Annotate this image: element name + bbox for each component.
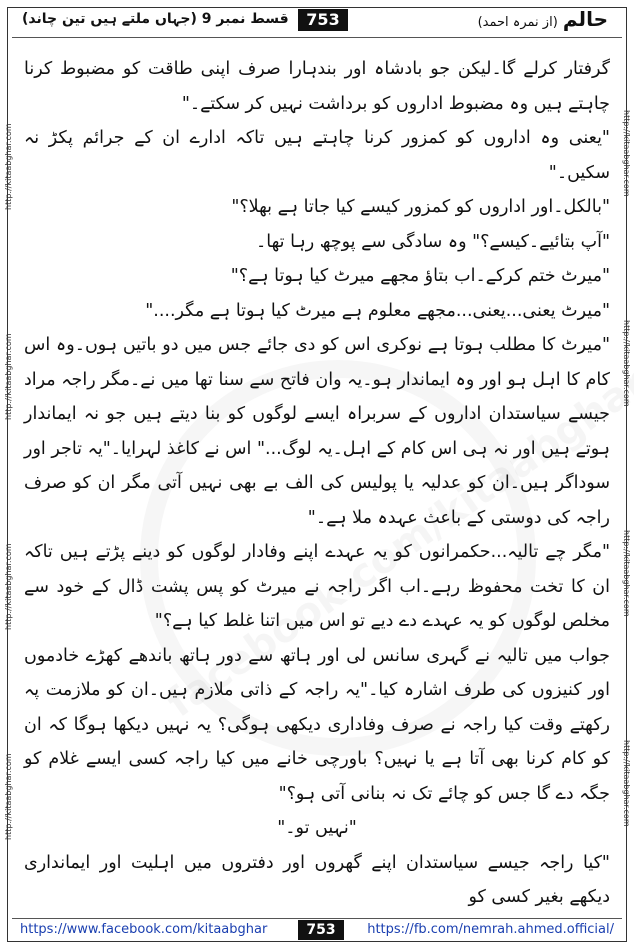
side-url-right-3: http://kitaabghar.com <box>622 530 631 617</box>
author-page-link[interactable]: https://fb.com/nemrah.ahmed.official/ <box>367 922 614 937</box>
episode-label: قسط نمبر 9 (جہاں ملتے ہیں تین چاند) <box>22 11 289 27</box>
side-url-left-3: http://kitaabghar.com <box>4 543 13 630</box>
paragraph: "نہیں تو۔" <box>277 818 357 838</box>
paragraph: "میرٹ یعنی...یعنی...مجھے معلوم ہے میرٹ کیا ہوتا ہے مگر...." <box>145 300 610 321</box>
page-footer <box>12 920 622 940</box>
title-text: حالم <box>562 7 608 31</box>
paragraph: "مگر چے تالیہ...حکمرانوں کو یہ عہدے اپنے وفادار لوگوں کو دینے پڑتے ہیں تاکہ ان کا تخت محفوظ رہے۔اب اگر راجہ نے میرٹ کو پس پشت ڈال کے خود سے مخلص لوگوں کو یہ عہدے دے دیے تو اس میں اتنا غلط کیا ہے؟" <box>24 542 610 631</box>
side-url-left-1: http://kitaabghar.com <box>4 123 13 210</box>
side-url-right-2: http://kitaabghar.com <box>622 320 631 407</box>
footer-page-number: 753 <box>298 920 344 940</box>
footer-divider <box>12 918 622 919</box>
header-page-number: 753 <box>298 9 348 31</box>
side-url-left-4: http://kitaabghar.com <box>4 753 13 840</box>
side-url-right-4: http://kitaabghar.com <box>622 740 631 827</box>
paragraph: جواب میں تالیہ نے گہری سانس لی اور ہاتھ سے دور ہاتھ باندھے کھڑے خادموں اور کنیزوں کی طرف اشارہ کیا۔"یہ راجہ کے ذاتی ملازم ہیں۔ان کو ملازمت پہ رکھتے وقت کیا راجہ نے صرف وفاداری دیکھی ہوگی؟ یہ نہیں دیکھا ہوگا کہ ان کو کام کرنا بھی آتا ہے یا نہیں؟ باورچی خانے میں کیا راجہ کسی ایسے غلام کو جگہ دے گا جس کو چائے تک نہ بنانی آتی ہو؟" <box>24 645 610 804</box>
page-header <box>12 7 622 35</box>
paragraph: "آپ بتائیے۔کیسے؟" وہ سادگی سے پوچھ رہا تھا۔ <box>256 231 610 252</box>
paragraph: "یعنی وہ اداروں کو کمزور کرنا چاہتے ہیں تاکہ ادارے ان کے جرائم پکڑ نہ سکیں۔" <box>24 128 610 183</box>
paragraph: "کیا راجہ جیسے سیاستدان اپنے گھروں اور دفتروں میں اہلیت اور ایمانداری دیکھے بغیر کسی کو <box>24 852 610 907</box>
side-url-left-2: http://kitaabghar.com <box>4 333 13 420</box>
author-text: (از نمرہ احمد) <box>477 15 558 30</box>
paragraph: "میرٹ کا مطلب ہوتا ہے نوکری اس کو دی جائے جس میں دو باتیں ہوں۔وہ اس کام کا اہل ہو اور وہ ایماندار ہو۔یہ وان فاتح سے سنا تھا میں نے۔مگر راجہ مراد جیسے سیاستدان اداروں کے سربراہ ایسے لوگوں کو بنا دیتے ہیں جو نہ ایماندار ہوتے ہیں اور نہ ہی اس کام کے اہل۔یہ لوگ..." اس نے کاغذ لہرایا۔"یہ تاجر اور سوداگر ہیں۔ان کو عدلیہ یا پولیس کی الف بے بھی نہیں آتی مگر ان کو صرف راجہ کی دوستی کے باعث عہدہ ملا ہے۔" <box>24 335 610 528</box>
book-title <box>478 7 608 31</box>
header-divider <box>12 37 622 38</box>
story-text <box>24 52 610 915</box>
facebook-link[interactable]: https://www.facebook.com/kitaabghar <box>20 922 268 937</box>
paragraph: گرفتار کرلے گا۔لیکن جو بادشاہ اور بندہارا صرف اپنی طاقت کو مضبوط کرنا چاہتے ہیں وہ مضبوط اداروں کو برداشت نہیں کر سکتے۔" <box>24 59 610 114</box>
paragraph: "میرٹ ختم کرکے۔اب بتاؤ مجھے میرٹ کیا ہوتا ہے؟" <box>230 266 610 286</box>
paragraph: "بالکل۔اور اداروں کو کمزور کیسے کیا جاتا ہے بھلا؟" <box>231 197 610 217</box>
side-url-right-1: http://kitaabghar.com <box>622 110 631 197</box>
